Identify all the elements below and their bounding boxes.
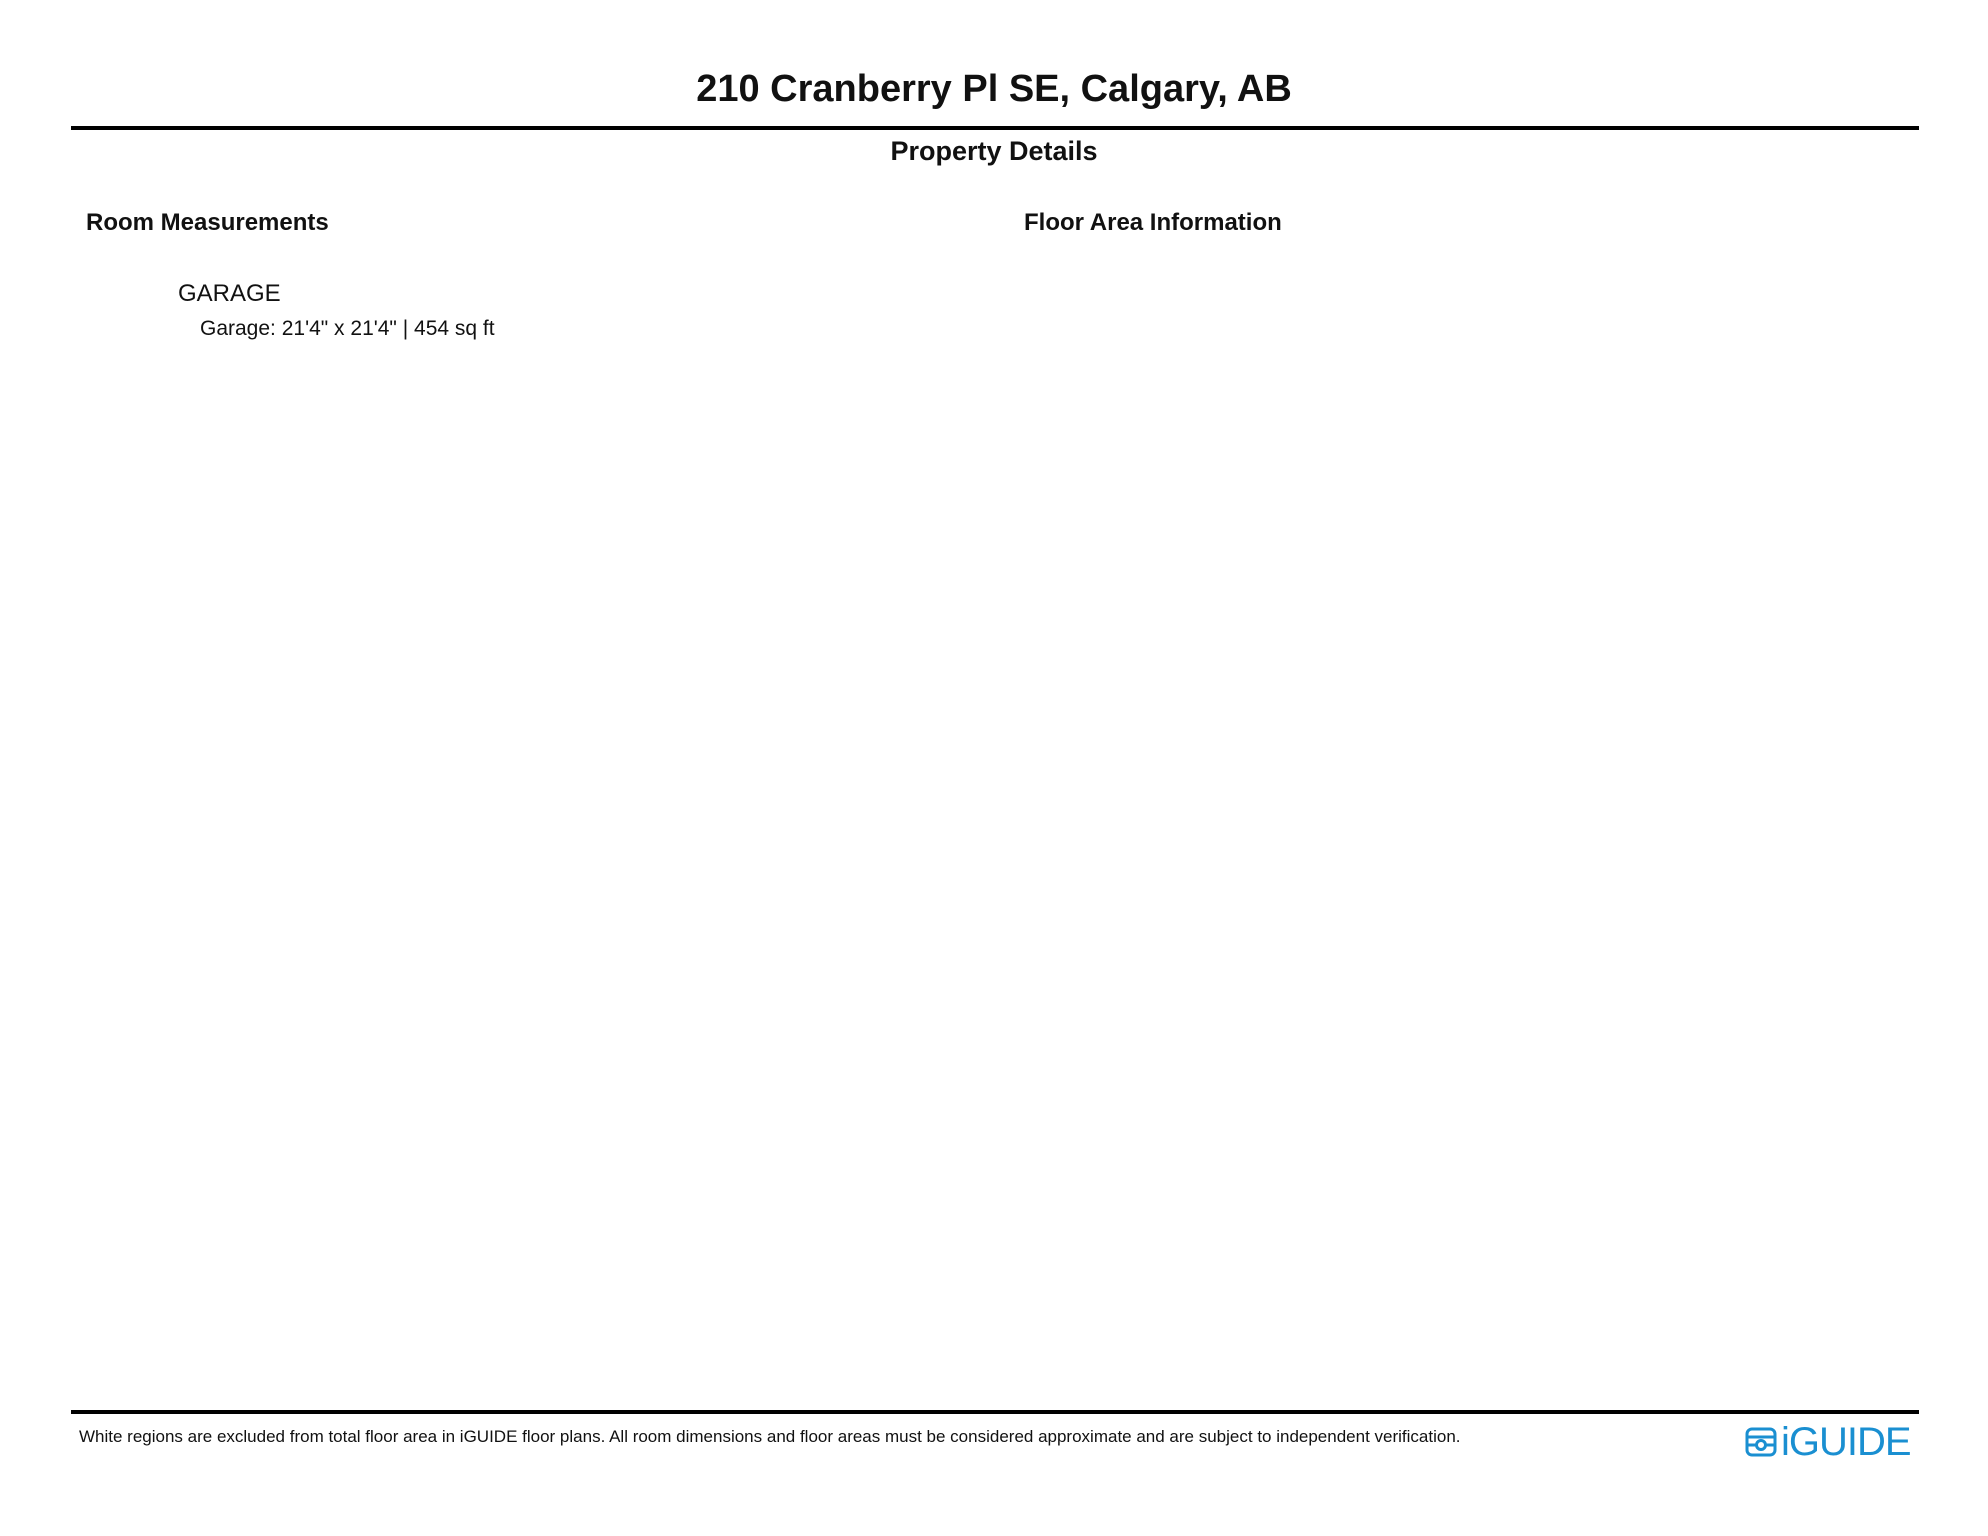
footer-disclaimer: White regions are excluded from total floor area in iGUIDE floor plans. All room dimensions and floor areas must be considered approximate and are subject to independent verification. [79,1427,1461,1446]
page-title: 210 Cranberry Pl SE, Calgary, AB [696,68,1292,110]
footer-divider [71,1410,1919,1414]
room-measurements-heading: Room Measurements [86,209,329,236]
room-group-name: GARAGE [178,280,281,307]
room-group-garage [178,279,495,343]
iguide-camera-icon [1745,1426,1777,1458]
iguide-logo [1745,1418,1911,1466]
header-divider [71,126,1919,130]
iguide-logo-text: iGUIDE [1781,1420,1911,1464]
room-item-garage: Garage: 21'4" x 21'4" | 454 sq ft [200,317,495,340]
page-subtitle: Property Details [890,136,1098,166]
floor-area-heading: Floor Area Information [1024,209,1282,236]
room-list [200,315,495,343]
